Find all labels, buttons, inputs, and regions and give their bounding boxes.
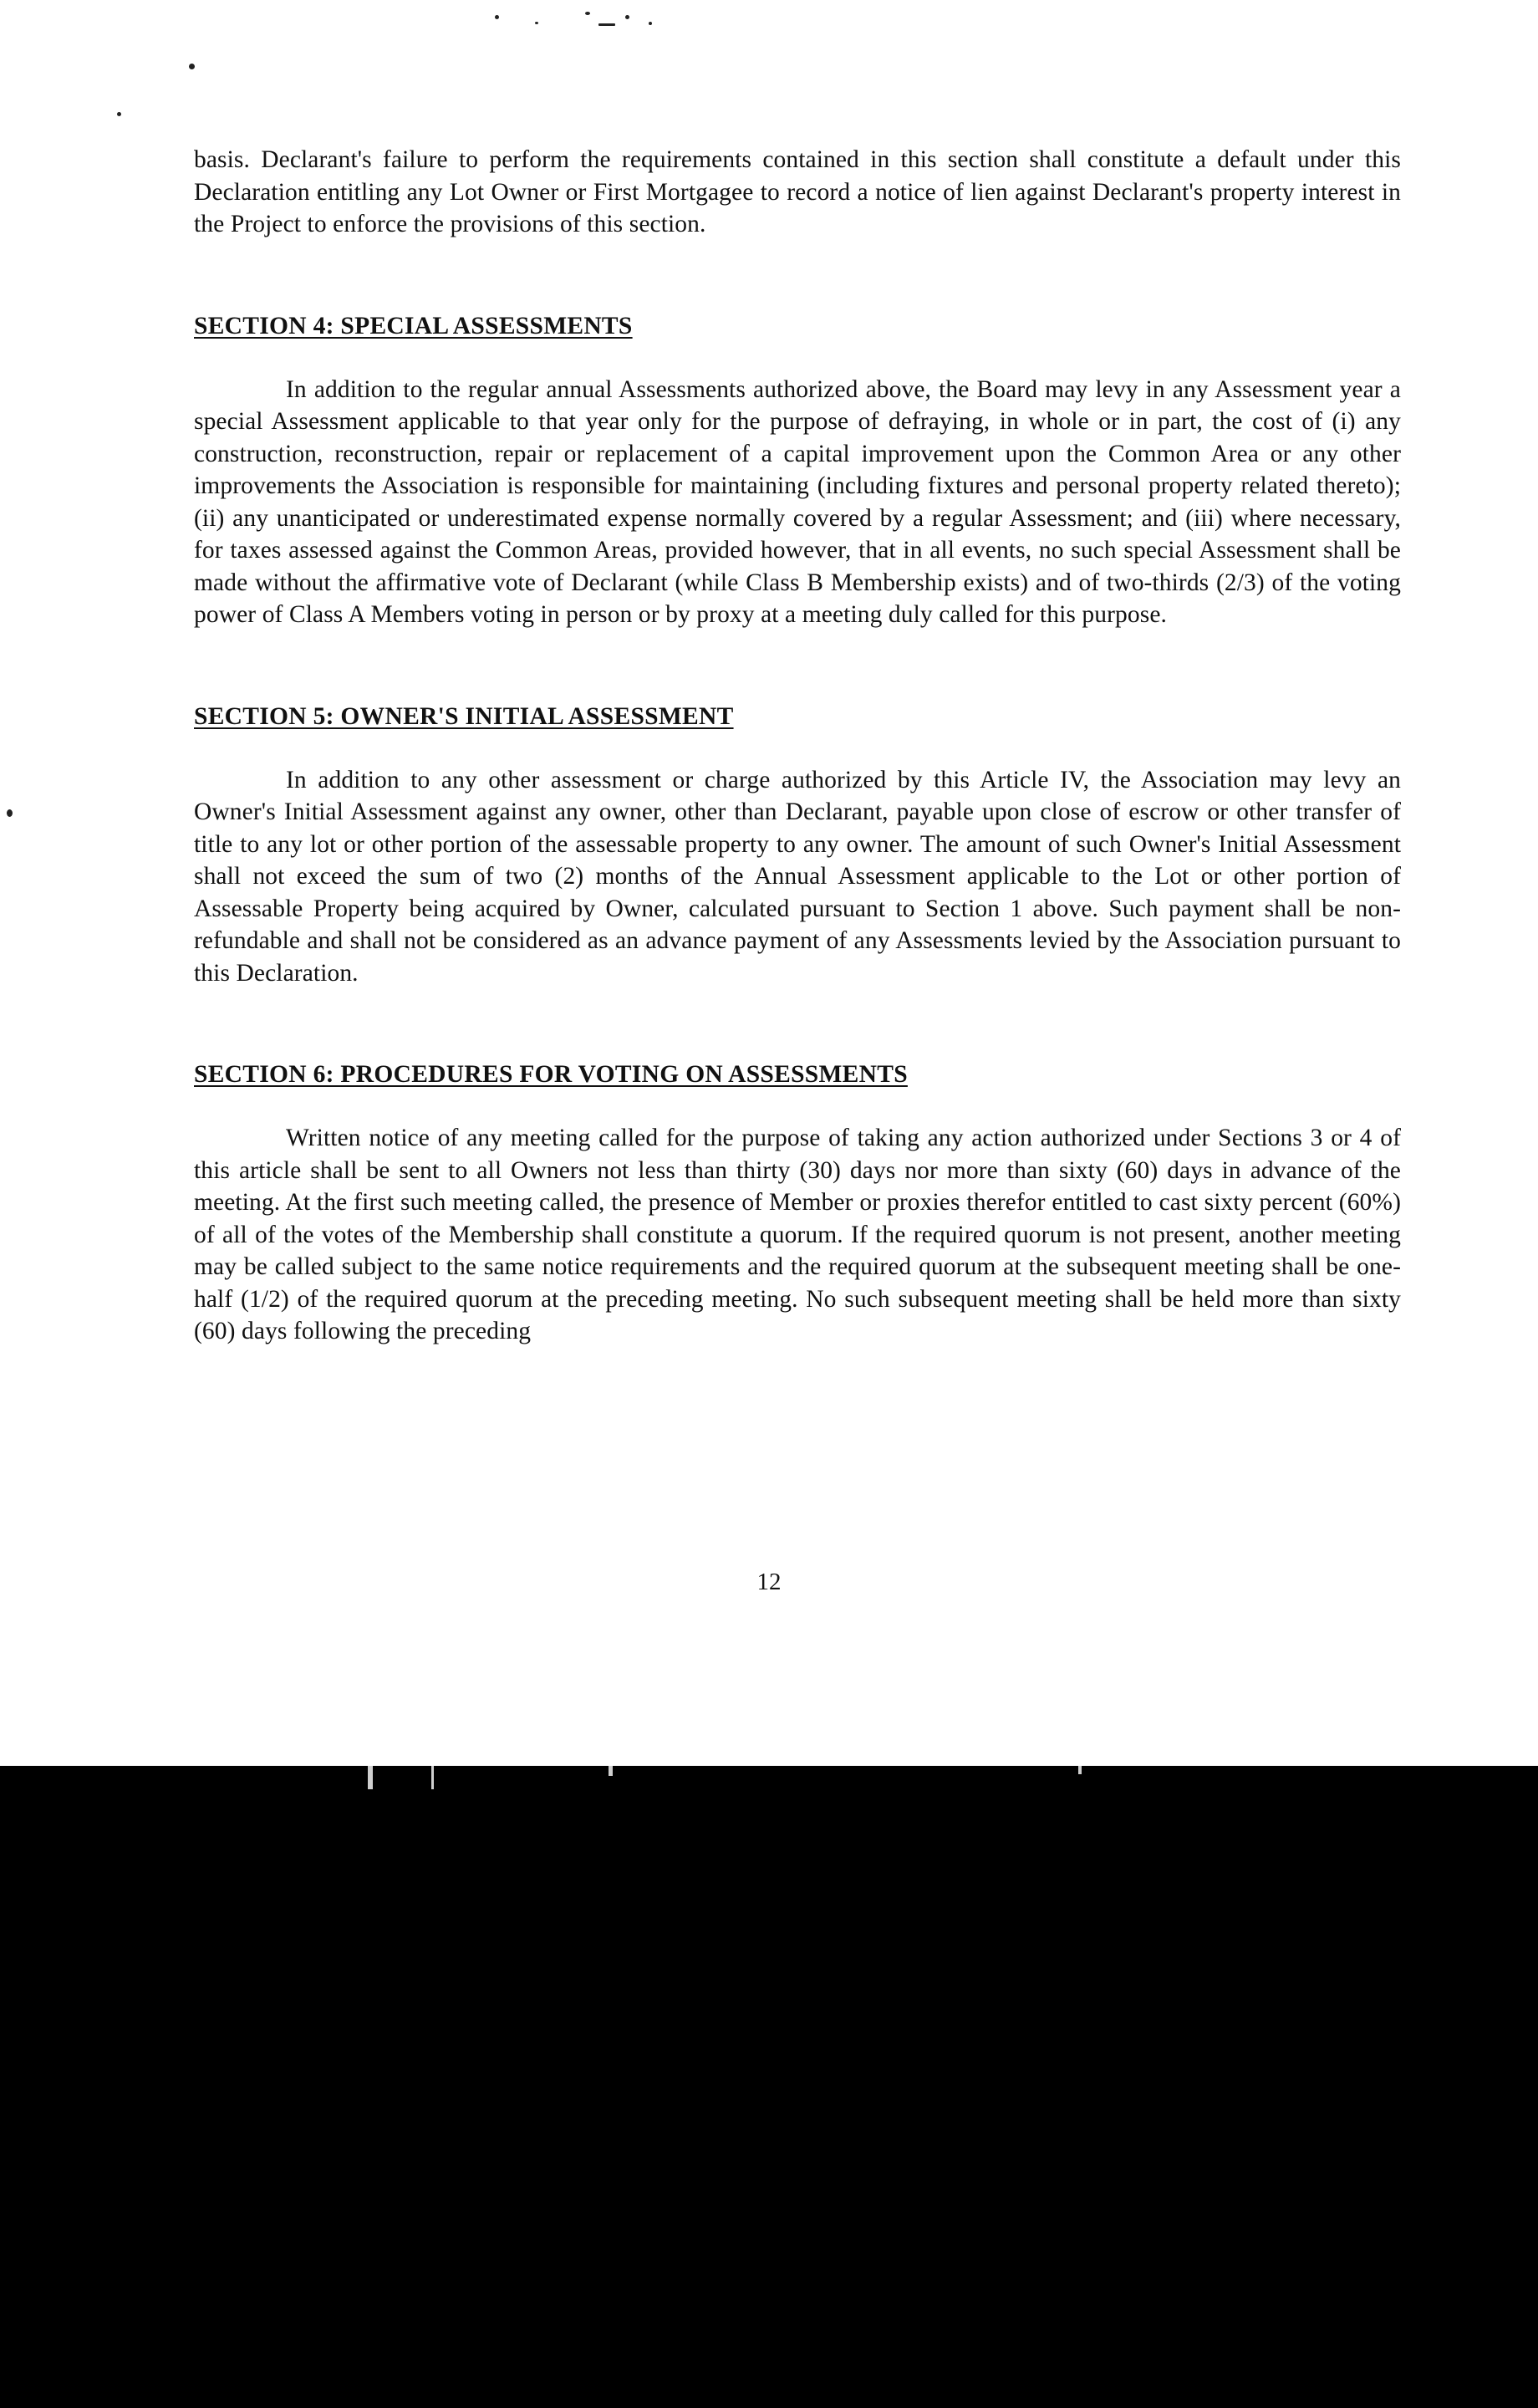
section-5-body: In addition to any other assessment or charge authorized by this Article IV, the Association may levy an Owner's Initial Assessment against any owner, other than Declarant, payable upon close of escrow or other transfer of title to any lot or other portion of the assessable property to any owner. The amount of such Owner's Initial Assessment shall not exceed the sum of two (2) months of the Annual Assessment applicable to the Lot or other portion of Assessable Property being acquired by Owner, calculated pursuant to Section 1 above. Such payment shall be non-refundable and shall not be considered as an advance payment of any Assessments levied by the Association pursuant to this Declaration. bbox=[194, 766, 1401, 987]
scan-speck bbox=[598, 23, 615, 26]
scan-speck bbox=[7, 809, 13, 817]
scan-noise-mark bbox=[1078, 1766, 1082, 1774]
section-4-heading: SECTION 4: SPECIAL ASSESSMENTS bbox=[194, 312, 633, 339]
section-5-heading: SECTION 5: OWNER'S INITIAL ASSESSMENT bbox=[194, 702, 734, 730]
scan-background bbox=[0, 1766, 1538, 2408]
page-number: 12 bbox=[756, 1569, 782, 1595]
document-body bbox=[194, 144, 1401, 1348]
scan-speck bbox=[585, 12, 590, 15]
scan-speck bbox=[625, 15, 629, 19]
scan-speck bbox=[535, 22, 538, 24]
scan-noise-mark bbox=[431, 1766, 434, 1789]
opening-paragraph: basis. Declarant's failure to perform the requirements contained in this section shall constitute a default under this Declaration entitling any Lot Owner or First Mortgagee to record a notice of lien against Declarant's property interest in the Project to enforce the provisions of this section. bbox=[194, 146, 1401, 237]
scan-speck bbox=[495, 15, 499, 19]
scan-speck bbox=[649, 22, 652, 25]
section-6-heading: SECTION 6: PROCEDURES FOR VOTING ON ASSESSMENTS bbox=[194, 1061, 908, 1088]
section-6-body: Written notice of any meeting called for the purpose of taking any action authorized under Sections 3 or 4 of this article shall be sent to all Owners not less than thirty (30) days nor more than sixty (60) days in advance of the meeting. At the first such meeting called, the presence of Member or proxies therefor entitled to cast sixty percent (60%) of all of the votes of the Membership shall constitute a quorum. If the required quorum is not present, another meeting may be called subject to the same notice requirements and the required quorum at the subsequent meeting shall be one-half (1/2) of the required quorum at the preceding meeting. No such subsequent meeting shall be held more than sixty (60) days following the preceding bbox=[194, 1125, 1401, 1344]
scan-speck bbox=[189, 64, 195, 69]
scan-speck bbox=[117, 112, 121, 116]
scan-noise-mark bbox=[609, 1766, 613, 1776]
section-4-body: In addition to the regular annual Assessments authorized above, the Board may levy in any Assessment year a special Assessment applicable to that year only for the purpose of defraying, in whole or in part, the cost of (i) any construction, reconstruction, repair or replacement of a capital improvement upon the Common Area or any other improvements the Association is responsible for maintaining (including fixtures and personal property related thereto); (ii) any unanticipated or underestimated expense normally covered by a regular Assessment; and (iii) where necessary, for taxes assessed against the Common Areas, provided however, that in all events, no such special Assessment shall be made without the affirmative vote of Declarant (while Class B Membership exists) and of two-thirds (2/3) of the voting power of Class A Members voting in person or by proxy at a meeting duly called for this purpose. bbox=[194, 375, 1401, 628]
scan-noise-mark bbox=[368, 1766, 373, 1789]
